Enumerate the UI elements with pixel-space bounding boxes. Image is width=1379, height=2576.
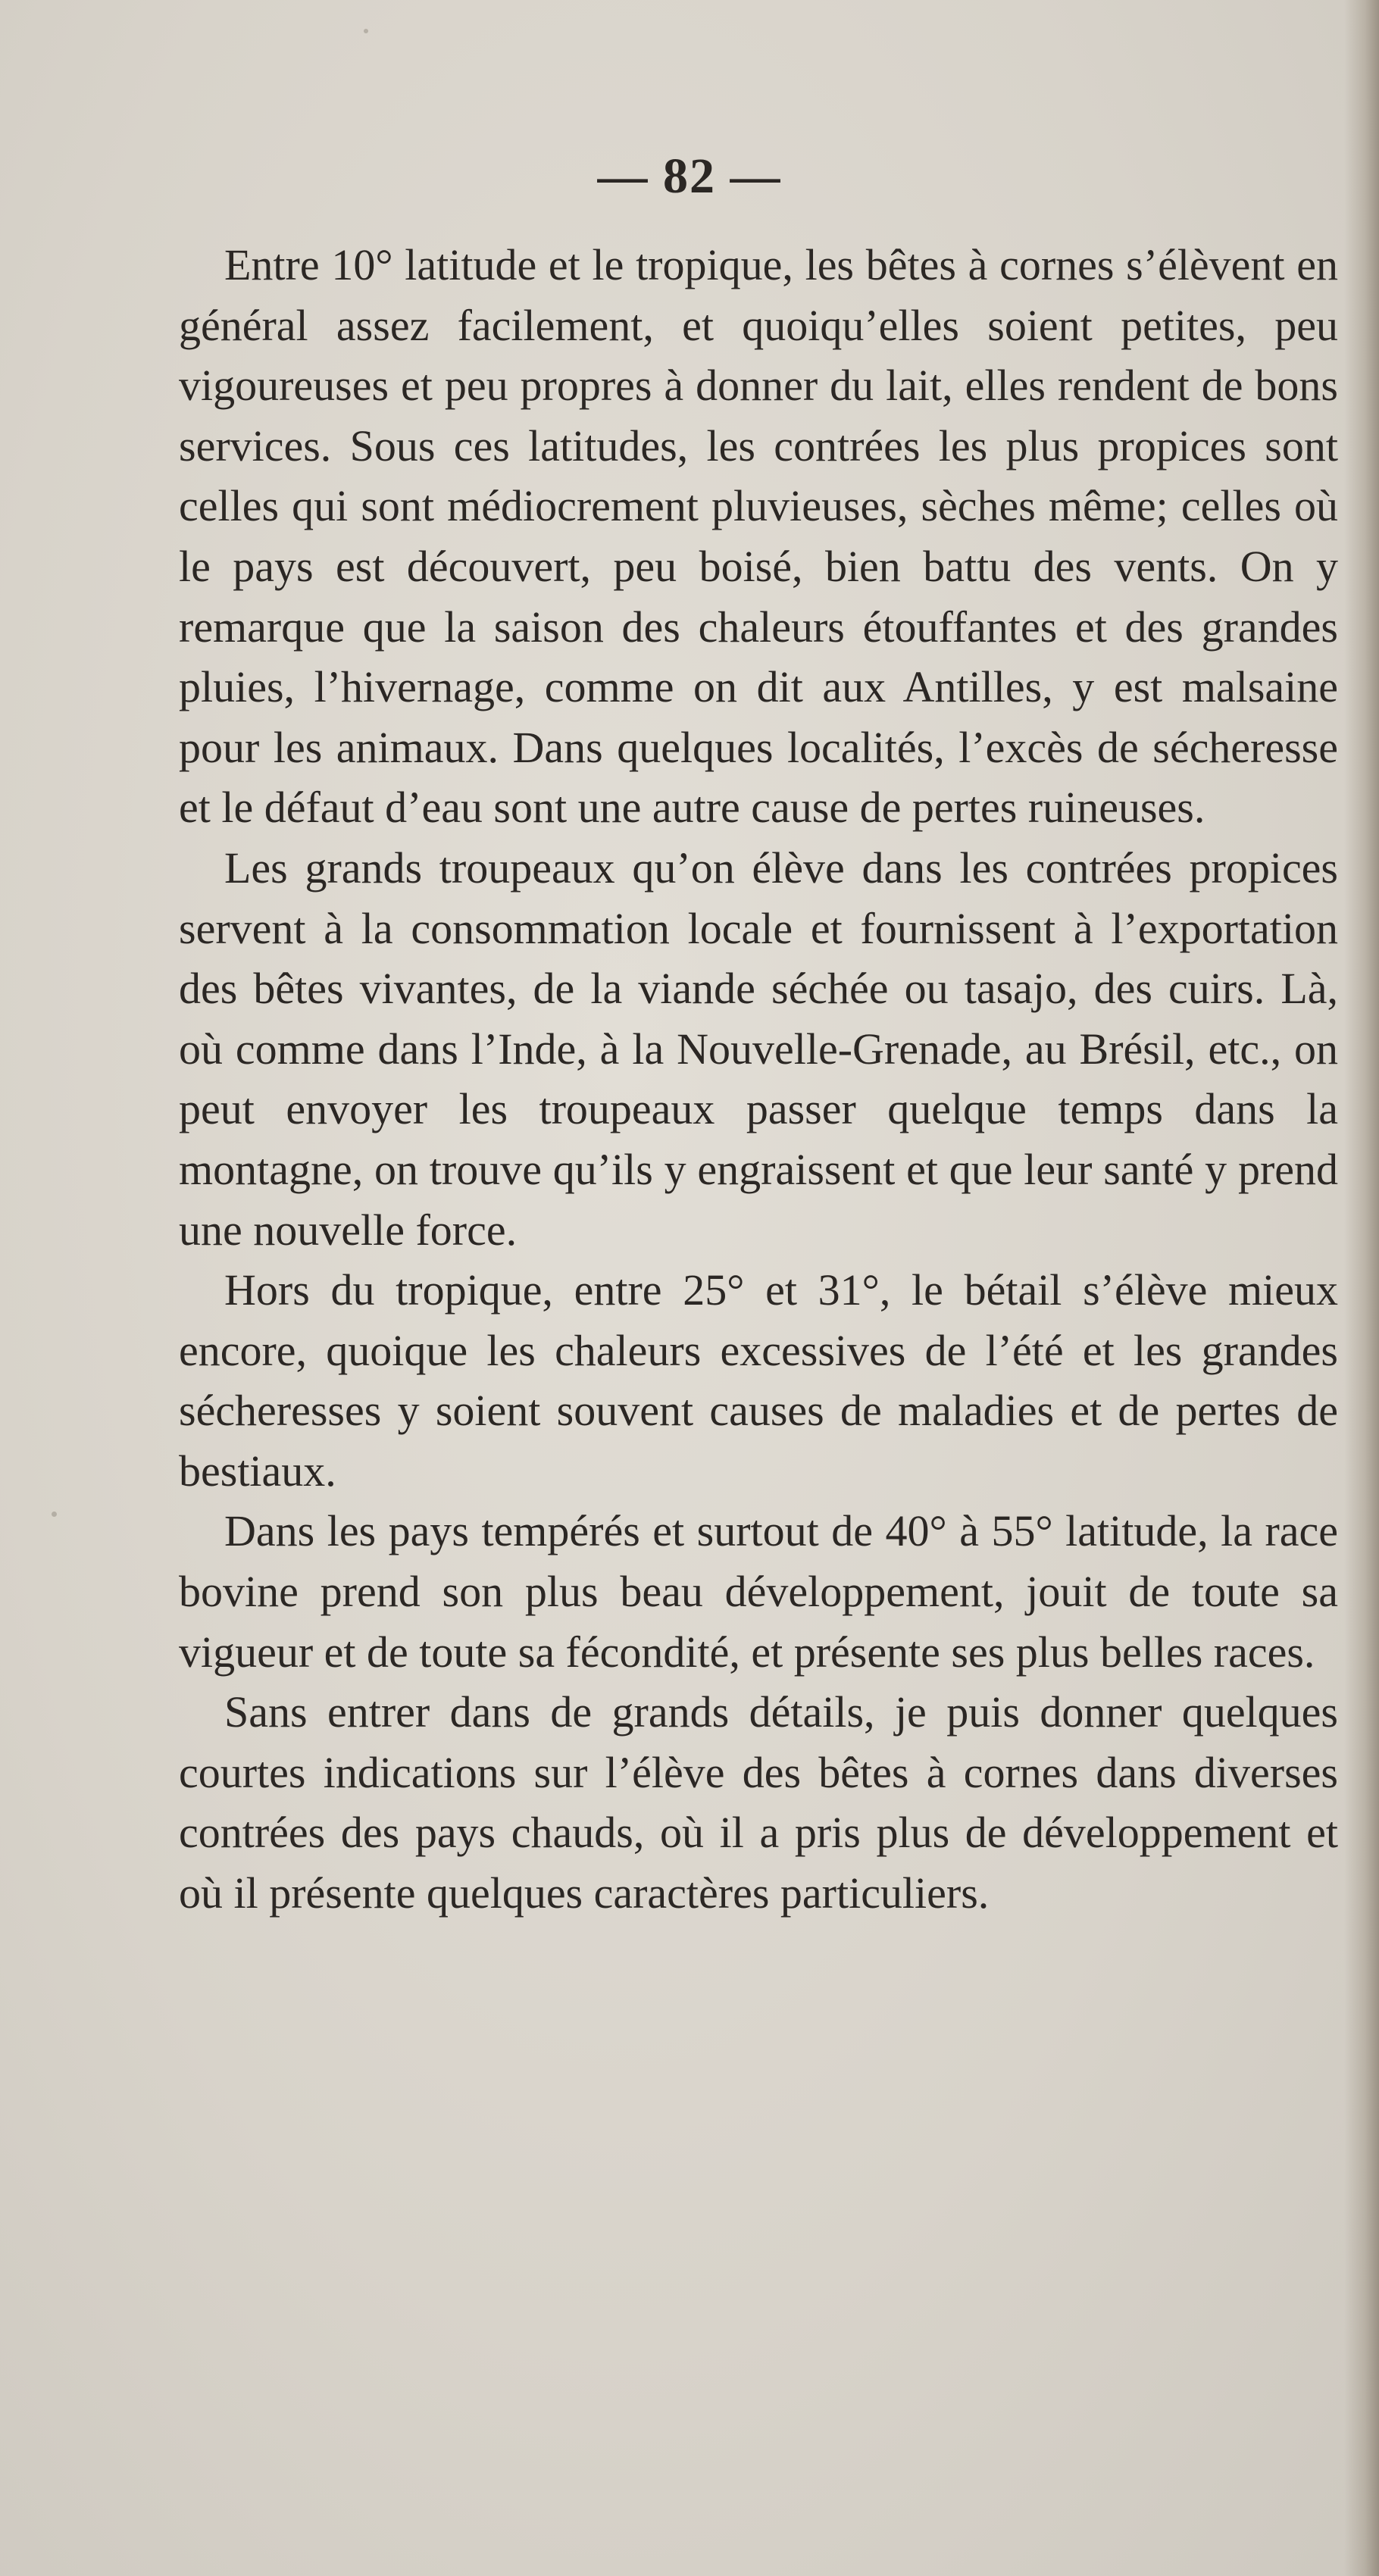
paper-speck xyxy=(52,1512,57,1517)
paragraph: Sans entrer dans de grands détails, je puis donner quelques courtes indications sur l’élève des bêtes à cornes dans diverses contrées des pays chauds, où il a pris plus de développement et où il présente quelques caractères particuliers. xyxy=(179,1687,1338,1918)
paragraph: Les grands troupeaux qu’on élève dans les contrées propices servent à la consommation locale et fournissent à l’exportation des bêtes vivantes, de la viande séchée ou tasajo, des cuirs. Là, où comme dans l’Inde, à la Nouvelle-Grenade, au Brésil, etc., on peut envoyer les troupeaux passer quelque temps dans la montagne, on trouve qu’ils y engraissent et que leur santé y prend une nouvelle force. xyxy=(179,843,1338,1255)
paragraph: Entre 10° latitude et le tropique, les bêtes à cornes s’élèvent en général assez facilement, et quoiqu’elles soient petites, peu vigoureuses et peu propres à donner du lait, elles rendent de bons services. Sous ces latitudes, les contrées les plus propices sont celles qui sont médiocrement pluvieuses, sèches même; celles où le pays est découvert, peu boisé, bien battu des vents. On y remarque que la saison des chaleurs étouffantes et des grandes pluies, l’hivernage, comme on dit aux Antilles, y est malsaine pour les animaux. Dans quelques localités, l’excès de sécheresse et le défaut d’eau sont une autre cause de pertes ruineuses. xyxy=(179,240,1338,833)
paragraph: Dans les pays tempérés et surtout de 40° à 55° latitude, la race bovine prend son plus beau développement, jouit de toute sa vigueur et de toute sa fécondité, et présente ses plus belles races. xyxy=(179,1506,1338,1677)
page-edge-shadow xyxy=(1344,0,1379,2576)
paragraph: Hors du tropique, entre 25° et 31°, le bétail s’élève mieux encore, quoique les chaleurs excessives de l’été et les grandes sécheresses y soient souvent causes de maladies et de pertes de bestiaux. xyxy=(179,1265,1338,1496)
body-text xyxy=(179,235,1338,1924)
page-number: — 82 — xyxy=(597,148,782,204)
paper-speck xyxy=(364,29,368,33)
